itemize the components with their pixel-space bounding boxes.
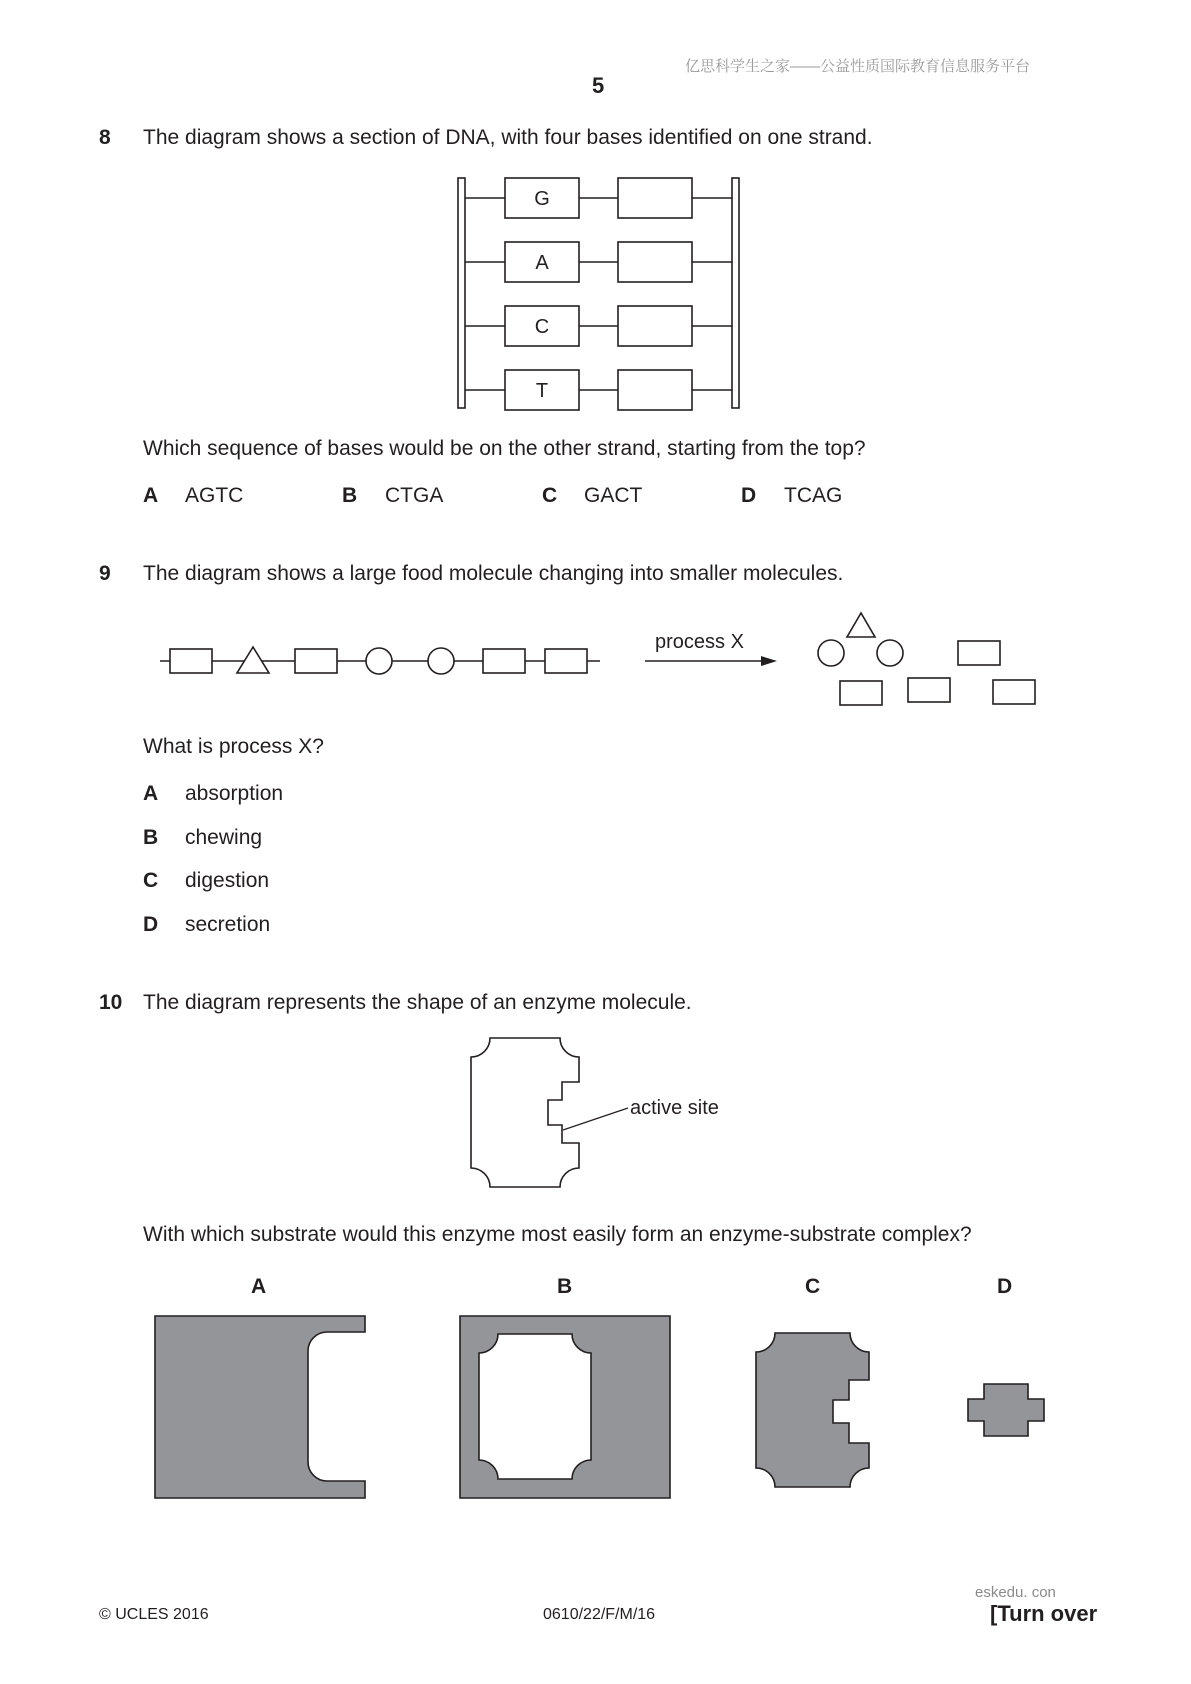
active-site-leader-line [563,1108,628,1130]
page-number: 5 [592,73,605,98]
footer-paper-code: 0610/22/F/M/16 [543,1606,656,1623]
substrate-b-shape [460,1316,670,1498]
q8-option-a-text: AGTC [185,484,244,507]
enzyme-diagram [460,1030,740,1200]
substrate-c-shape [756,1333,869,1487]
q9-option-a-letter: A [143,782,159,805]
q9-option-d-letter: D [143,913,159,936]
q10-option-d-letter: D [997,1275,1013,1298]
base-label-1: G [534,188,550,210]
base-label-3: C [534,316,550,338]
complement-box-4 [618,370,692,410]
q9-stem: The diagram shows a large food molecule changing into smaller molecules. [143,562,844,585]
footer-copyright: © UCLES 2016 [99,1606,209,1623]
q10-stem: The diagram represents the shape of an enzyme molecule. [143,991,692,1014]
process-x-label: process X [655,631,744,653]
free-circle-1 [818,640,844,666]
q10-option-a-letter: A [251,1275,267,1298]
q10-option-c-letter: C [805,1275,821,1298]
q9-option-d-text: secretion [185,913,271,936]
base-label-2: A [535,252,549,274]
footer-watermark: eskedu. con [975,1584,1056,1601]
q9-option-c-letter: C [143,869,159,892]
base-label-4: T [535,380,549,402]
q10-number: 10 [99,991,123,1014]
free-rectangle-4 [993,680,1035,704]
substrate-options-diagram [0,1300,1191,1520]
footer-turn-over: [Turn over [990,1601,1098,1626]
q8-option-d-text: TCAG [784,484,843,507]
dna-right-backbone [732,178,739,408]
q8-option-c-letter: C [542,484,558,507]
chain-rectangle-2 [295,649,337,673]
chain-rectangle-4 [545,649,587,673]
complement-box-2 [618,242,692,282]
free-circle-2 [877,640,903,666]
q8-option-b-text: CTGA [385,484,444,507]
enzyme-shape [471,1038,579,1187]
chain-rectangle-3 [483,649,525,673]
free-rectangle-2 [840,681,882,705]
process-arrow-head [761,656,777,666]
q8-number: 8 [99,126,111,149]
q8-option-d-letter: D [741,484,757,507]
substrate-a-shape [155,1316,365,1498]
q9-option-b-text: chewing [185,826,263,849]
q9-option-b-letter: B [143,826,159,849]
chain-circle-2 [428,648,454,674]
complement-box-3 [618,306,692,346]
free-rectangle-1 [958,641,1000,665]
q8-option-c-text: GACT [584,484,643,507]
free-rectangle-3 [908,678,950,702]
active-site-label: active site [630,1097,719,1119]
dna-left-backbone [458,178,465,408]
substrate-d-shape [968,1384,1044,1436]
chain-triangle [237,647,269,673]
header-watermark: 亿思科学生之家——公益性质国际教育信息服务平台 [685,58,1031,75]
q8-option-b-letter: B [342,484,358,507]
dna-diagram [450,170,750,415]
q8-option-a-letter: A [143,484,159,507]
q9-number: 9 [99,562,111,585]
chain-circle-1 [366,648,392,674]
q8-stem: The diagram shows a section of DNA, with four bases identified on one strand. [143,126,873,149]
free-triangle [847,613,875,637]
q8-question: Which sequence of bases would be on the other strand, starting from the top? [143,437,866,460]
complement-box-1 [618,178,692,218]
food-molecule-diagram [155,605,1045,715]
q10-option-b-letter: B [557,1275,573,1298]
q9-option-c-text: digestion [185,869,270,892]
q9-question: What is process X? [143,735,324,758]
chain-rectangle-1 [170,649,212,673]
q10-question: With which substrate would this enzyme most easily form an enzyme-substrate complex? [143,1223,972,1246]
q9-option-a-text: absorption [185,782,284,805]
